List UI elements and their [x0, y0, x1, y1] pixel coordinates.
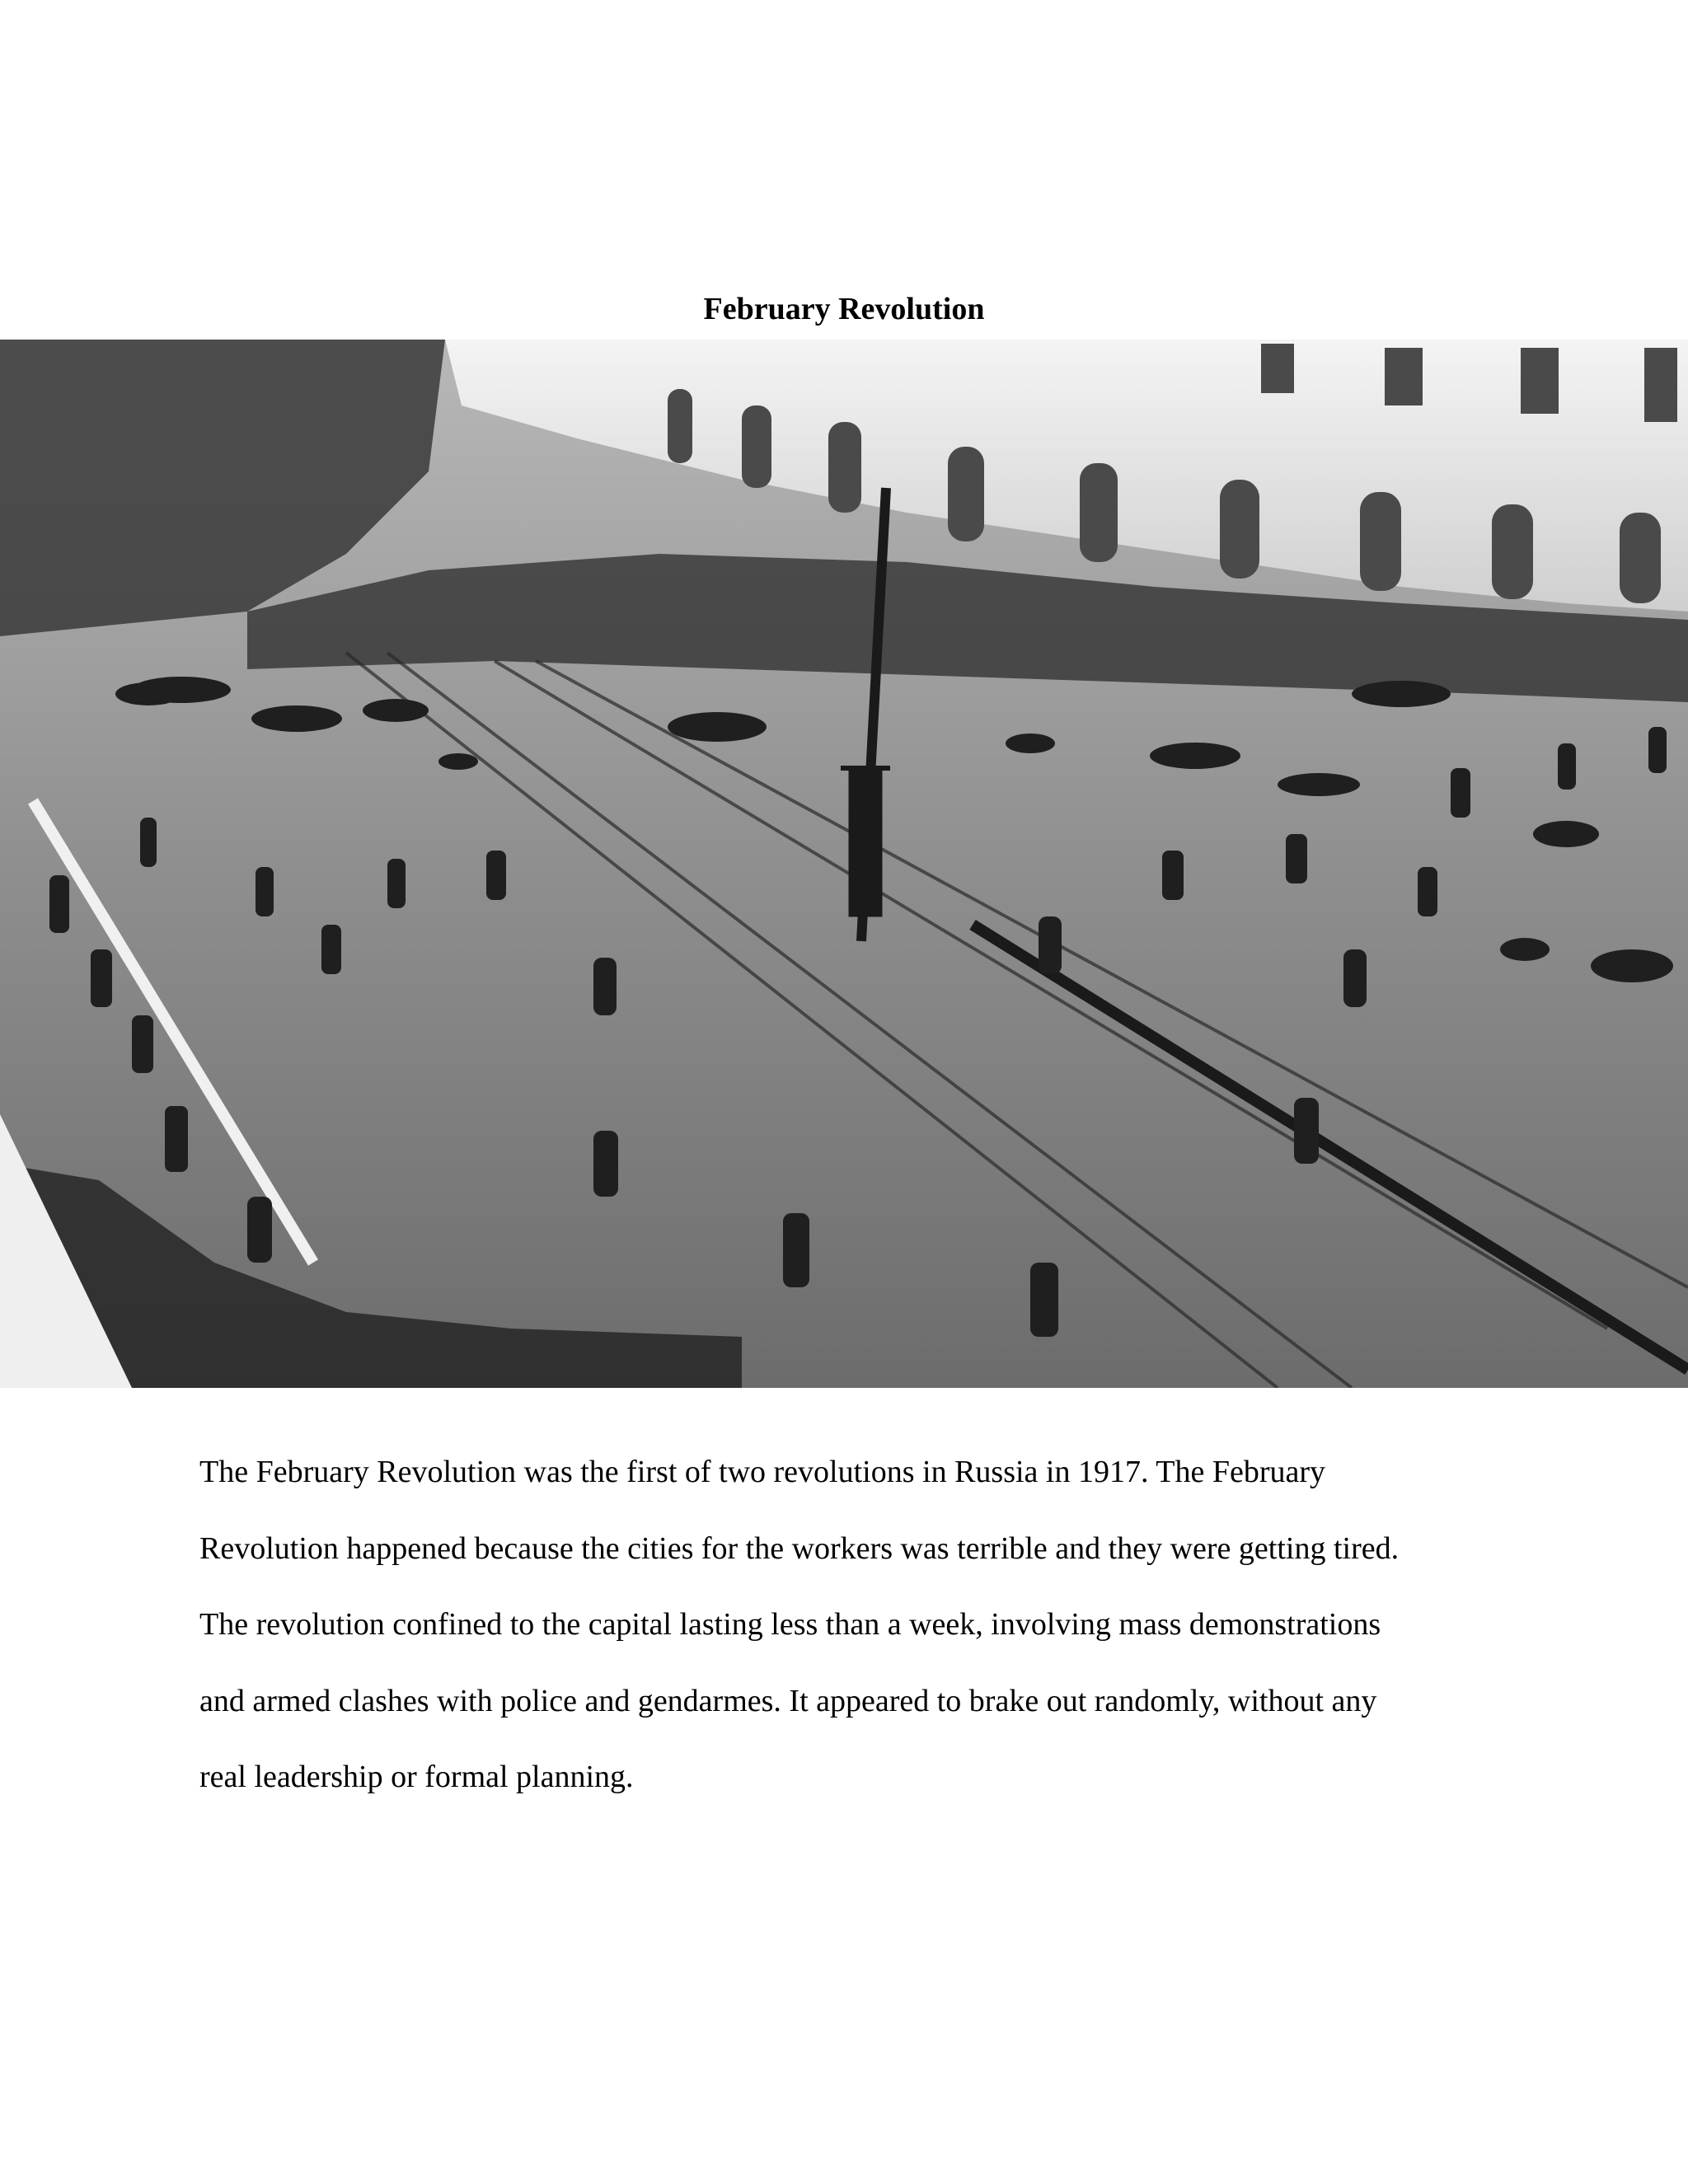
paragraph-line: The revolution confined to the capital lasting less than a week, involving mass demonstrations	[199, 1607, 1381, 1642]
paragraph-line: Revolution happened because the cities for the workers was terrible and they were getting tired.	[199, 1530, 1400, 1566]
paragraph-line: real leadership or formal planning.	[199, 1760, 634, 1794]
paragraph-line: The February Revolution was the first of two revolutions in Russia in 1917. The February	[199, 1455, 1326, 1489]
document-title: February Revolution	[703, 292, 985, 327]
paragraph-line: and armed clashes with police and gendarmes. It appeared to brake out randomly, without any	[199, 1683, 1377, 1718]
historical-street-photo	[0, 340, 1688, 1388]
body-paragraph	[199, 1434, 1535, 1816]
